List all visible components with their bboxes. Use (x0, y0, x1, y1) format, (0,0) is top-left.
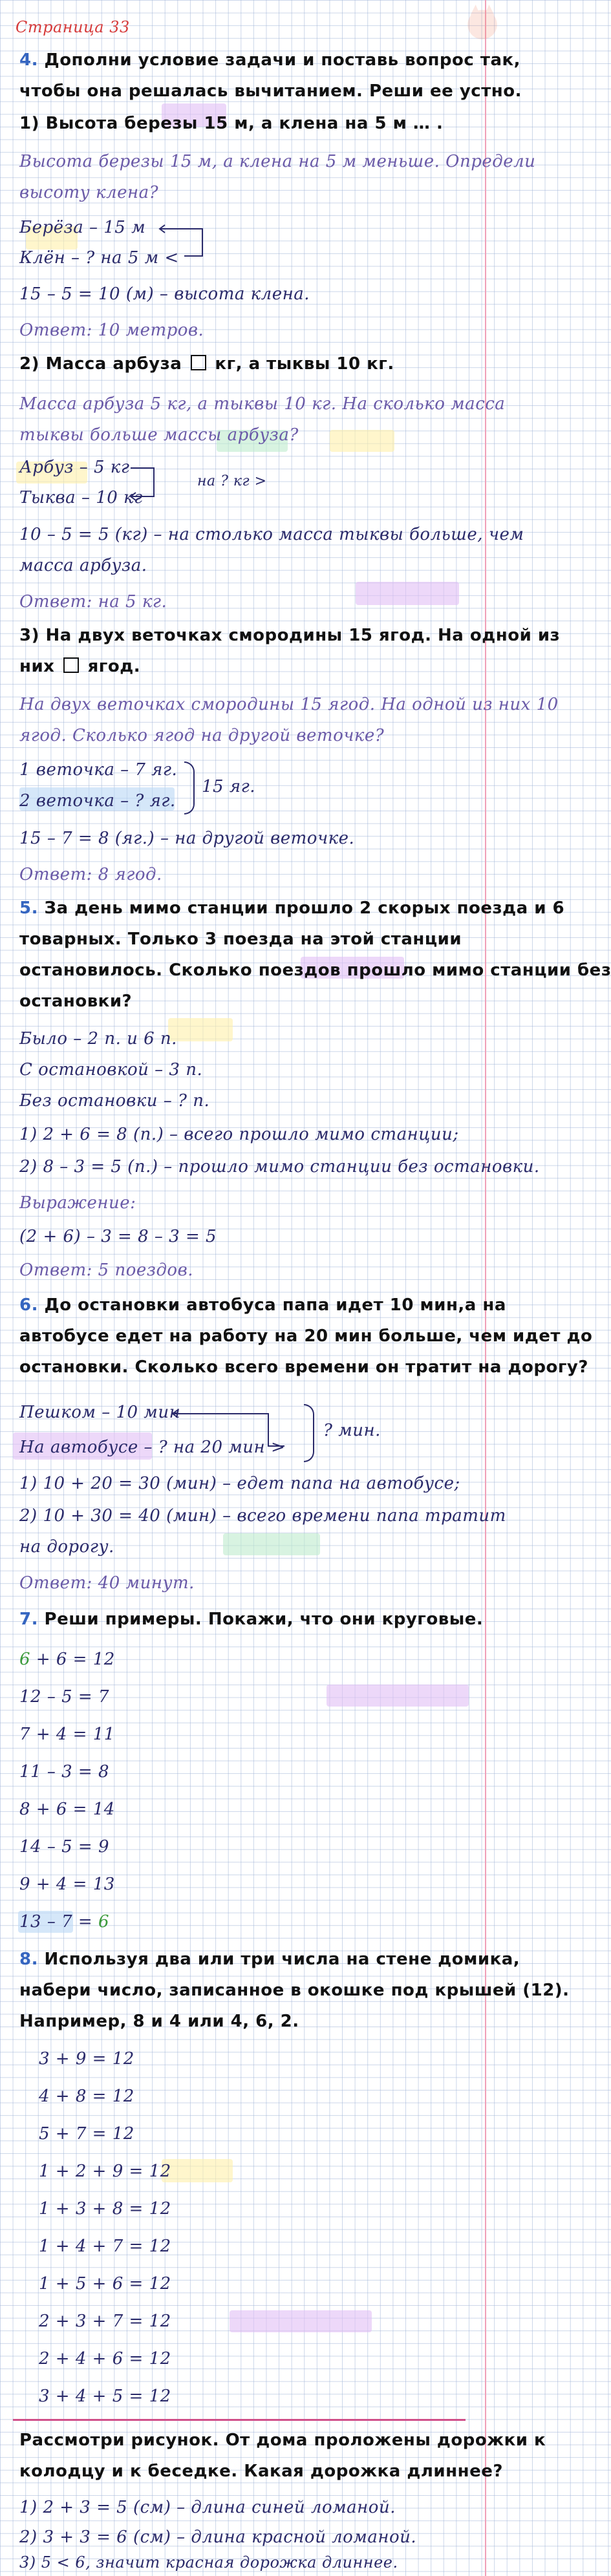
calculation: масса арбуза. (19, 556, 147, 575)
short-note: Без остановки – ? п. (19, 1091, 210, 1111)
problem-1-title: 1) Высота березы 15 м, а клена на 5 м … . (19, 114, 444, 133)
calculation: 2) 8 – 3 = 5 (п.) – прошло мимо станции без остановки. (19, 1157, 540, 1176)
answer: Ответ: 40 минут. (19, 1573, 195, 1593)
answer: Ответ: 5 поездов. (19, 1261, 193, 1280)
calculation: 10 – 5 = 5 (кг) – на столько масса тыквы больше, чем (19, 525, 524, 544)
short-note-maple: Клён – ? на 5 м < (19, 248, 179, 268)
task-8-condition (19, 1950, 520, 1969)
calculation: 3) 5 < 6, значит красная дорожка длиннее. (19, 2553, 398, 2571)
short-note-pumpkin: Тыква – 10 кг (19, 488, 143, 507)
problem-3-text: На двух веточках смородины 15 ягод. На одной из них 10 (19, 695, 559, 714)
example-line: 3 + 9 = 12 (39, 2049, 134, 2069)
task-text: остановки. Сколько всего времени он тратит на дорогу? (19, 1357, 588, 1377)
task-number: 4. (19, 50, 38, 70)
task-5-condition (19, 899, 564, 918)
task-text: Дополни условие задачи и поставь вопрос так, (44, 50, 521, 70)
short-note-branch-2: 2 веточка – ? яг. (19, 791, 176, 811)
calculation: на дорогу. (19, 1537, 114, 1557)
title-part: 2) Масса арбуза (19, 354, 182, 374)
task-text: колодцу и к беседке. Какая дорожка длиннее? (19, 2462, 503, 2481)
total-brace (304, 1404, 314, 1462)
task-number: 5. (19, 899, 38, 918)
example-line: 1 + 4 + 7 = 12 (39, 2237, 171, 2256)
task-number: 7. (19, 1610, 38, 1629)
highlight-mark (327, 1685, 469, 1707)
calculation: 15 – 5 = 10 (м) – высота клена. (19, 284, 310, 304)
title-part: ягод. (87, 657, 141, 676)
section-divider (13, 2419, 466, 2421)
problem-3-text: ягод. Сколько ягод на другой веточке? (19, 726, 385, 745)
example-line: 1 + 5 + 6 = 12 (39, 2274, 171, 2294)
example-line (19, 1650, 115, 1669)
expression-label: Выражение: (19, 1193, 136, 1213)
task-text: остановилось. Сколько поездов прошло мимо станции без (19, 961, 611, 980)
task-6-condition (19, 1295, 506, 1315)
problem-2-title (19, 354, 394, 374)
problem-2-text: Масса арбуза 5 кг, а тыквы 10 кг. На сколько масса (19, 394, 506, 414)
calculation: 2) 3 + 3 = 6 (см) – длина красной ломаной. (19, 2528, 417, 2547)
example-text: + 6 = 12 (30, 1650, 115, 1669)
highlight-mark (223, 1533, 320, 1555)
problem-2-text: тыквы больше массы арбуза? (19, 425, 299, 445)
comparison-arrow (129, 467, 168, 500)
expression: (2 + 6) – 3 = 8 – 3 = 5 (19, 1227, 217, 1246)
calculation: 1) 2 + 6 = 8 (п.) – всего прошло мимо станции; (19, 1125, 459, 1144)
blank-box (63, 657, 79, 673)
task-text: До остановки автобуса папа идет 10 мин,а на (44, 1295, 506, 1315)
example-line: 9 + 4 = 13 (19, 1875, 115, 1894)
task-text: Например, 8 и 4 или 4, 6, 2. (19, 2012, 299, 2031)
example-line: 14 – 5 = 9 (19, 1837, 110, 1857)
example-line: 5 + 7 = 12 (39, 2124, 134, 2144)
example-line: 3 + 4 + 5 = 12 (39, 2387, 171, 2406)
example-line: 11 – 3 = 8 (19, 1762, 110, 1782)
example-line: 12 – 5 = 7 (19, 1687, 110, 1707)
blank-box (191, 355, 206, 370)
total-label: ? мин. (323, 1421, 381, 1440)
title-part: них (19, 657, 55, 676)
problem-1-text: Высота березы 15 м, а клена на 5 м меньше. Определи (19, 152, 536, 171)
example-line: 1 + 3 + 8 = 12 (39, 2199, 171, 2219)
logo-icon (462, 3, 502, 43)
highlight-number: 6 (19, 1650, 31, 1669)
highlight-mark (330, 430, 394, 452)
example-line: 2 + 4 + 6 = 12 (39, 2349, 171, 2368)
title-part: кг, а тыквы 10 кг. (215, 354, 394, 374)
calculation: 1) 10 + 20 = 30 (мин) – едет папа на автобусе; (19, 1474, 460, 1493)
calculation: 15 – 7 = 8 (яг.) – на другой веточке. (19, 829, 355, 848)
task-9-condition: Рассмотри рисунок. От дома проложены дорожки к (19, 2431, 546, 2450)
comparison-arrow (158, 228, 210, 260)
total-label: 15 яг. (202, 777, 255, 796)
example-line: 8 + 6 = 14 (19, 1800, 115, 1819)
answer: Ответ: на 5 кг. (19, 592, 167, 612)
highlight-mark (356, 582, 459, 605)
task-text: За день мимо станции прошло 2 скорых поезда и 6 (44, 899, 565, 918)
page-title: Страница 33 (16, 18, 130, 36)
task-7-condition (19, 1610, 483, 1629)
example-line: 4 + 8 = 12 (39, 2087, 134, 2106)
problem-1-text: высоту клена? (19, 183, 159, 202)
calculation: 1) 2 + 3 = 5 (см) – длина синей ломаной. (19, 2498, 396, 2517)
task-text: товарных. Только 3 поезда на этой станции (19, 930, 462, 949)
example-line: 7 + 4 = 11 (19, 1725, 115, 1744)
example-line: 1 + 2 + 9 = 12 (39, 2162, 171, 2181)
task-text: чтобы она решалась вычитанием. Реши ее устно. (19, 81, 522, 101)
example-line (19, 1912, 109, 1932)
highlight-number: 6 (98, 1912, 110, 1932)
example-text: 13 – 7 = (19, 1912, 98, 1932)
answer: Ответ: 8 ягод. (19, 865, 162, 884)
short-note: С остановкой – 3 п. (19, 1060, 203, 1080)
task-4-condition (19, 50, 520, 70)
task-text: автобусе едет на работу на 20 мин больше, чем идет до (19, 1326, 593, 1346)
short-note-watermelon: Арбуз – 5 кг (19, 458, 130, 477)
short-note-birch: Берёза – 15 м (19, 218, 146, 237)
short-note-branch-1: 1 веточка – 7 яг. (19, 760, 178, 780)
task-number: 6. (19, 1295, 38, 1315)
total-brace (184, 761, 195, 814)
short-note-bus: На автобусе – ? на 20 мин > (19, 1438, 286, 1457)
comparison-arrow (171, 1412, 288, 1451)
example-line: 2 + 3 + 7 = 12 (39, 2312, 171, 2331)
task-number: 8. (19, 1950, 38, 1969)
problem-3-title (19, 657, 140, 676)
short-note: Было – 2 п. и 6 п. (19, 1029, 177, 1048)
task-text: остановки? (19, 992, 133, 1011)
difference-label: на ? кг > (197, 473, 267, 489)
notebook-margin-line (485, 0, 486, 2576)
answer: Ответ: 10 метров. (19, 321, 204, 340)
problem-3-title: 3) На двух веточках смородины 15 ягод. На одной из (19, 626, 561, 645)
short-note-walk: Пешком – 10 мин (19, 1403, 181, 1422)
highlight-mark (168, 1018, 233, 1041)
task-text: Используя два или три числа на стене домика, (44, 1950, 520, 1969)
calculation: 2) 10 + 30 = 40 (мин) – всего времени папа тратит (19, 1506, 506, 1526)
highlight-mark (230, 2310, 372, 2332)
task-text: Реши примеры. Покажи, что они круговые. (44, 1610, 484, 1629)
task-text: набери число, записанное в окошке под крышей (12). (19, 1981, 570, 2000)
highlight-mark (162, 2159, 233, 2182)
